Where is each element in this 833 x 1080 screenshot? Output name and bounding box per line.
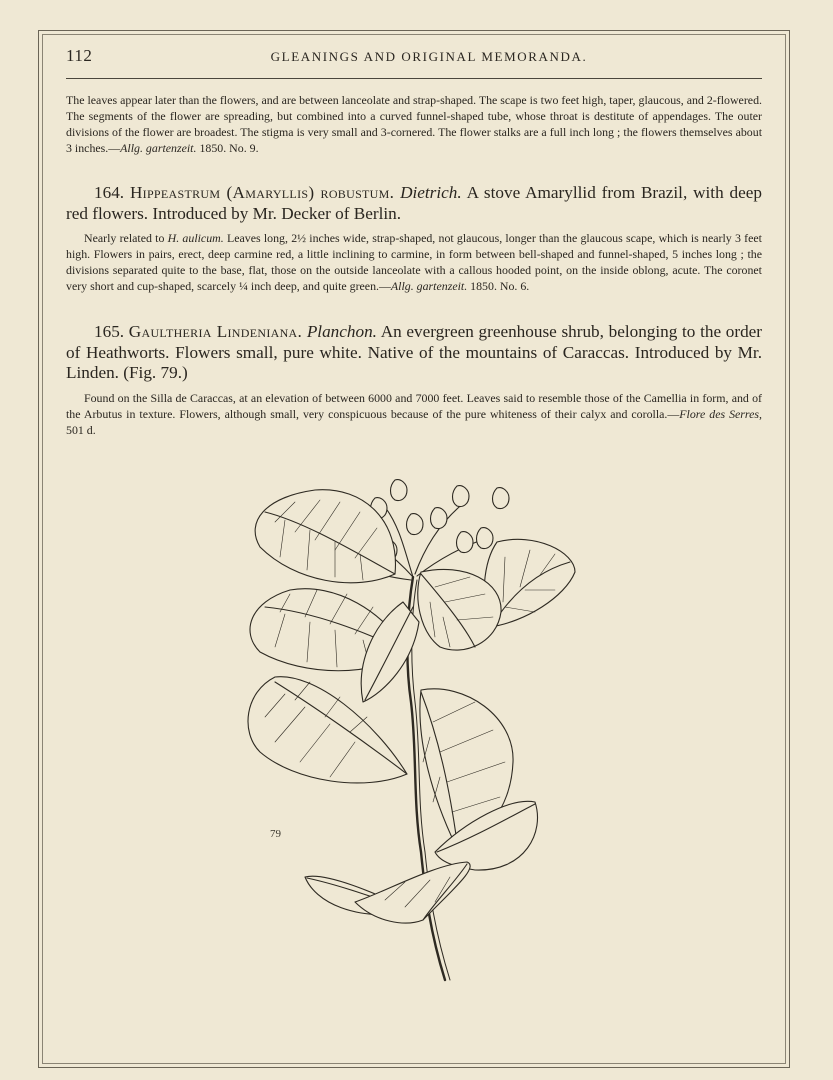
entry-author: Dietrich. [400,183,462,202]
entry-164 [66,183,762,224]
entry-number: 165. [94,322,125,341]
citation-ref: 1850. No. 9. [196,141,259,155]
description-text: Leaves long, 2½ inches wide, strap-shaped, not glaucous, longer than the glaucous scape, which is nearly 3 feet high. Flowers in pairs, erect, deep carmine red, a little inclining to carmine, in form between bell-shaped and funnel-shaped, 5 inches long ; the divisions separated quite to the base, flat, those on the outside lanceolate with a callous hooded point, on the inside oblong, acute. The coronet very short and cup-shaped, scarcely ¼ inch deep, and quite green.— [66,231,762,293]
species-ref: H. aulicum. [167,231,224,245]
running-head [66,46,762,72]
entry-165 [66,322,762,384]
entry-text: A stove Amaryllid from Brazil, with deep red flowers. Introduced by Mr. Decker of Berlin. [66,183,762,223]
description-165 [66,390,762,438]
description-text: Found on the Silla de Caraccas, at an elevation of between 6000 and 7000 feet. Leaves said to resemble those of the Camellia in form, and of the Arbutus in texture. Flowers, although small, very conspicuous because of the pure whiteness of their calyx and corolla.— [66,391,762,421]
description-164 [66,230,762,294]
header-rule [66,78,762,79]
entry-number: 164. [94,183,125,202]
entry-author: Planchon. [306,322,377,341]
citation-ref: 1850. No. 6. [467,279,530,293]
citation: Allg. gartenzeit. [390,279,468,293]
running-title: GLEANINGS AND ORIGINAL MEMORANDA. [270,49,588,64]
page-number: 112 [66,46,93,65]
continuation-text: The leaves appear later than the flowers, and are between lanceolate and strap-shaped. The scape is two feet high, taper, glaucous, and 2-flowered. The segments of the flower are spreading, but combined into a curved funnel-shaped tube, whose throat is destitute of appendages. The outer divisions of the flower are broadest. The stigma is very small and 3-cornered. The flower stalks are a full inch long ; the flowers themselves about 3 inches.— [66,93,762,155]
citation: Flore des Serres, [679,407,762,421]
entry-name: Gaultheria Lindeniana. [128,322,303,341]
citation-ref: 501 d. [66,423,96,437]
entry-name: Hippeastrum (Amaryllis) robustum. [129,183,395,202]
description-lead: Nearly related to [84,231,168,245]
entry-text: An evergreen greenhouse shrub, belonging to the order of Heathworts. Flowers small, pure white. Native of the mountains of Caraccas. Introduced by Mr. Linden. (Fig. 79.) [66,322,763,382]
gaultheria-illustration [235,462,585,987]
citation: Allg. gartenzeit. [120,141,197,155]
figure-number: 79 [270,828,281,840]
continuation-paragraph [66,92,762,156]
